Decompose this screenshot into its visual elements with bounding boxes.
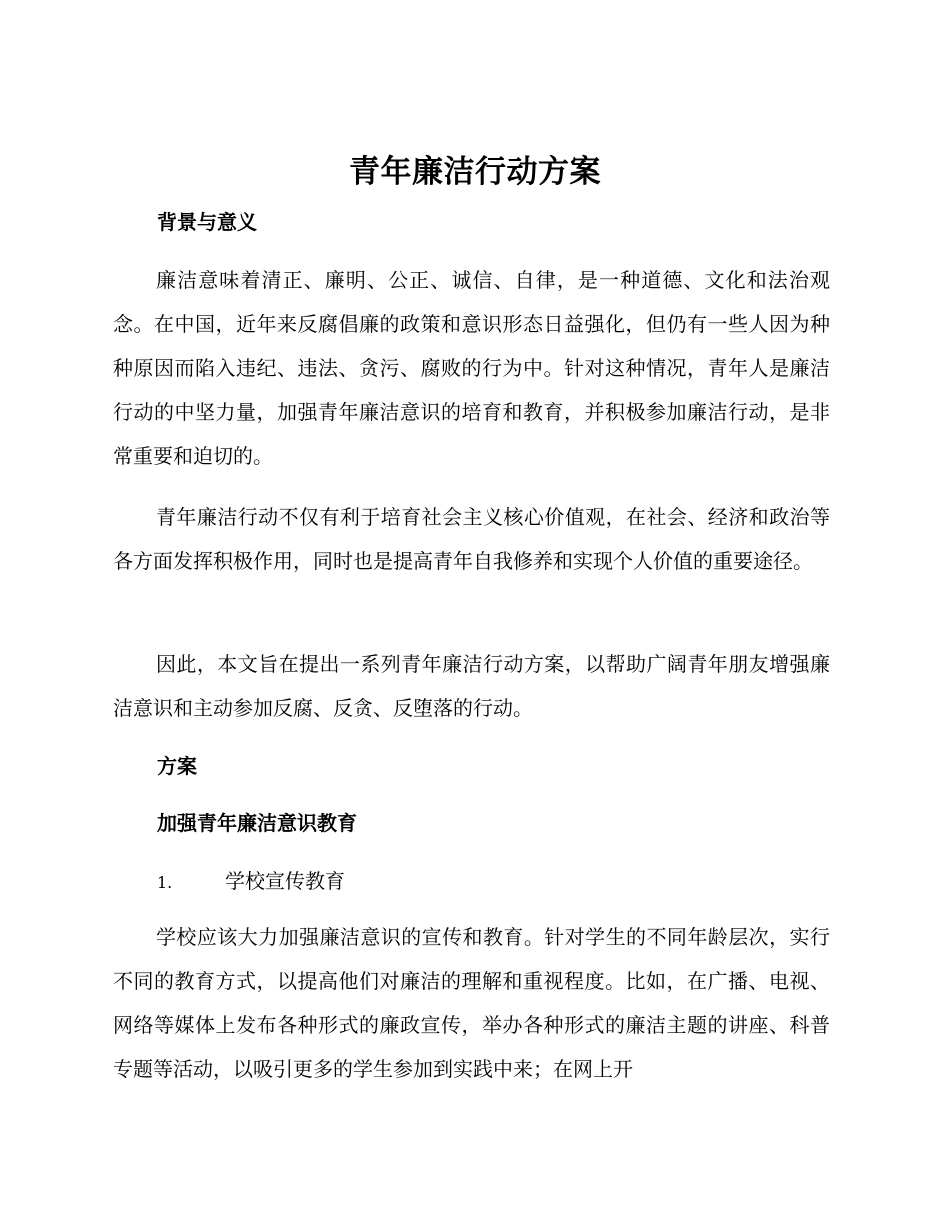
subsection-heading-education: 加强青年廉洁意识教育 [157,811,357,835]
section-heading-plan: 方案 [157,754,197,778]
section-heading-background: 背景与意义 [157,210,257,234]
paragraph-2: 青年廉洁行动不仅有利于培育社会主义核心价值观，在社会、经济和政治等各方面发挥积极作用，同时也是提高青年自我修养和实现个人价值的重要途径。 [113,505,830,573]
paragraph-3: 因此，本文旨在提出一系列青年廉洁行动方案，以帮助广阔青年朋友增强廉洁意识和主动参加反腐、反贪、反堕落的行动。 [113,652,830,720]
list-item-text: 学校宣传教育 [225,869,345,893]
paragraph-1: 廉洁意味着清正、廉明、公正、诚信、自律，是一种道德、文化和法治观念。在中国，近年来反腐倡廉的政策和意识形态日益强化，但仍有一些人因为种种原因而陷入违纪、违法、贪污、腐败的行为中。针对这种情况，青年人是廉洁行动的中坚力量，加强青年廉洁意识的培育和教育，并积极参加廉洁行动，是非常重要和迫切的。 [113,268,830,468]
list-item [157,867,345,897]
document-title: 青年廉洁行动方案 [349,154,601,190]
list-item-number: 1. [157,873,173,892]
paragraph-4: 学校应该大力加强廉洁意识的宣传和教育。针对学生的不同年龄层次，实行不同的教育方式，以提高他们对廉洁的理解和重视程度。比如，在广播、电视、网络等媒体上发布各种形式的廉政宣传，举办各种形式的廉洁主题的讲座、科普专题等活动，以吸引更多的学生参加到实践中来；在网上开 [113,925,830,1081]
